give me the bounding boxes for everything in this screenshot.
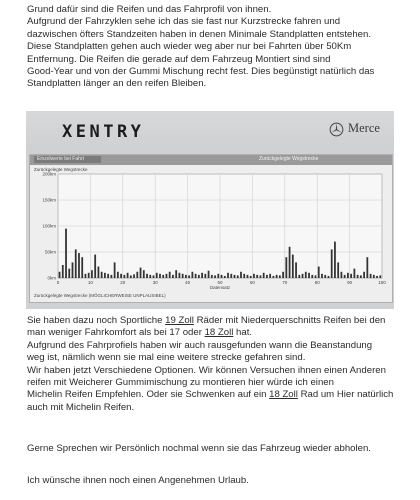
inline-link[interactable]: 18 Zoll (269, 389, 298, 401)
bar (98, 267, 100, 278)
text-line: Aufgrund des Fahrprofiels haben wir auch rausgefunden wann die Beanstandung (27, 339, 373, 351)
bar (366, 257, 368, 278)
bar (353, 269, 355, 278)
bar (211, 275, 213, 278)
text-fragment: man weniger Fahrkomfort als bei 17 oder (27, 327, 205, 339)
text-line: Grund dafür sind die Reifen und das Fahrprofil von ihnen. (27, 4, 272, 15)
bar (198, 275, 200, 278)
inline-link[interactable]: 18 Zoll (204, 327, 234, 339)
bar (379, 275, 381, 278)
bar (81, 257, 83, 278)
bar (256, 275, 258, 278)
bar (214, 275, 216, 278)
plot-title: Zurückgelegte Wegstrecke (34, 167, 88, 172)
x-tick-label: 80 (314, 280, 320, 285)
y-tick-label: 0km (47, 275, 56, 281)
x-tick-label: 10 (87, 280, 93, 285)
text-line: Wir haben jetzt Verschiedene Optionen. Wir können Versuchen ihnen einen Anderen (27, 364, 386, 376)
paragraph-options (27, 315, 415, 414)
bar (166, 274, 168, 278)
x-tick-label: 20 (120, 280, 126, 285)
bar (227, 273, 229, 278)
text-line: auch mit Michelin Reifen. (27, 401, 135, 413)
text-line: reifen mit Weicherer Gummimischung zu montieren hier würde ich einen (27, 377, 334, 389)
y-tick-label: 50km (44, 249, 56, 255)
bar (237, 275, 239, 278)
text-line (27, 389, 415, 401)
bar (110, 275, 112, 278)
bar (153, 275, 155, 278)
bar (221, 275, 223, 278)
bar (188, 275, 190, 278)
diagnostic-photo (26, 111, 394, 309)
bar (230, 274, 232, 278)
chart-footer-label: Zurückgelegte Wegstrecke (MÖGLICHERWEISE UNPLAUSIBEL) (34, 293, 166, 298)
bar (350, 274, 352, 278)
x-tick-label: 60 (249, 280, 255, 285)
bar (318, 267, 320, 278)
bar (159, 274, 161, 278)
bar (276, 275, 278, 278)
bar (373, 275, 375, 278)
chart-panel (29, 154, 393, 303)
text-line (27, 315, 415, 327)
mercedes-brand-text: Merce (348, 121, 380, 135)
bar (260, 275, 262, 278)
bar (266, 275, 268, 278)
bar (376, 276, 378, 278)
panel-tab-right: Zurückgelegte Wegstrecke (259, 156, 319, 162)
bar (250, 276, 252, 278)
bar (305, 272, 307, 278)
bar (117, 272, 119, 278)
bar (169, 272, 171, 278)
bar (104, 273, 106, 278)
bar (140, 268, 142, 278)
text-fragment: Räder mit Niederquerschnitts Reifen bei den (193, 315, 386, 326)
bar (253, 274, 255, 278)
text-line (27, 327, 415, 339)
bar (78, 253, 80, 278)
paragraph-closing: Ich wünsche ihnen noch einen Angenehmen Urlaub. (27, 475, 249, 486)
mercedes-star-icon (329, 122, 344, 137)
bar (88, 273, 90, 278)
bar (360, 275, 362, 278)
paragraph-pickup: Gerne Sprechen wir Persönlich nochmal wenn sie das Fahrzeug wieder abholen. (27, 443, 371, 454)
bar (247, 275, 249, 278)
distance-bar-chart (30, 155, 392, 302)
bar (328, 276, 330, 278)
text-line: Entfernung. Die Reifen die gerade auf dem Fahrzeug Montiert sind sind (27, 53, 331, 65)
text-fragment: hat. (233, 327, 253, 339)
text-line: Standplatten länger an den reifen Bleiben. (27, 78, 207, 90)
paragraph-explanation (27, 4, 415, 91)
bar (269, 274, 271, 278)
x-tick-label: 0 (56, 280, 60, 285)
bar (272, 276, 274, 278)
bar (357, 275, 359, 278)
x-tick-label: 100 (378, 280, 386, 285)
bar (204, 274, 206, 278)
y-tick-label: 200km (42, 171, 56, 177)
bar (315, 275, 317, 278)
bar (156, 273, 158, 278)
panel-tab-left: Einzelwerte bei Fahrt (34, 156, 101, 163)
bar (62, 265, 64, 278)
bar (243, 274, 245, 278)
bar (201, 273, 203, 278)
bar (321, 274, 323, 278)
inline-link[interactable]: 19 Zoll (165, 315, 194, 326)
bar (172, 275, 174, 278)
bar (324, 275, 326, 278)
text-line: Good-Year und von der Gummi Mischung recht fest. Dies begünstigt natürlich das (27, 66, 375, 78)
bar (68, 269, 70, 278)
bar (149, 275, 151, 278)
bar (59, 272, 61, 278)
bar (347, 273, 349, 278)
bar (143, 270, 145, 278)
bar (182, 274, 184, 278)
text-fragment: Rad um Hier natürlich (297, 389, 394, 401)
bar (123, 275, 125, 278)
bar (234, 275, 236, 278)
y-tick-label: 150km (42, 197, 56, 203)
bar (130, 275, 132, 278)
bar (331, 249, 333, 278)
x-tick-label: 70 (282, 280, 288, 285)
bar (285, 257, 287, 278)
bar (295, 262, 297, 278)
text-line: Aufgrund der Fahrzyklen sehe ich das sie fast nur Kurzstrecke fahren und (27, 16, 341, 28)
bar (208, 271, 210, 278)
bar (370, 274, 372, 278)
x-tick-label: 40 (185, 280, 191, 285)
bar (289, 247, 291, 278)
y-tick-label: 100km (42, 223, 56, 229)
bar (72, 262, 74, 278)
bar (298, 275, 300, 278)
bar (302, 274, 304, 278)
bar (179, 273, 181, 278)
bar (191, 272, 193, 278)
bar (217, 274, 219, 278)
text-line: Diese Standplatten gehen auch wieder weg aber nur bei Fahrten über 50Km (27, 41, 352, 53)
bar (341, 272, 343, 278)
bar (146, 274, 148, 278)
bar (224, 276, 226, 278)
text-line: dazwischen öfters Standzeiten haben in denen Minimale Standplatten entstehen. (27, 28, 372, 40)
bar (195, 274, 197, 278)
bar (344, 275, 346, 278)
bar (136, 272, 138, 278)
bar (85, 274, 87, 278)
bar (101, 272, 103, 278)
bar (282, 272, 284, 278)
bar (107, 274, 109, 278)
bar (337, 262, 339, 278)
bar (133, 274, 135, 278)
bar (279, 275, 281, 278)
bar (127, 273, 129, 278)
bar (240, 272, 242, 278)
bar (120, 274, 122, 278)
x-axis-label: Datensatz (209, 285, 231, 290)
bar (175, 270, 177, 278)
bar (185, 275, 187, 278)
bar (91, 270, 93, 278)
bar (311, 275, 313, 278)
bar (263, 273, 265, 278)
x-tick-label: 90 (347, 280, 353, 285)
text-fragment: Sie haben dazu noch Sportliche (27, 315, 166, 326)
text-fragment: Michelin Reifen Empfehlen. Oder sie Schwenken auf ein (27, 389, 270, 401)
bar (162, 275, 164, 278)
bar (94, 255, 96, 278)
bar (114, 262, 116, 278)
bar (363, 272, 365, 278)
bar (65, 229, 67, 278)
x-tick-label: 50 (217, 280, 223, 285)
bar (75, 249, 77, 278)
bar (308, 273, 310, 278)
bar (334, 242, 336, 278)
xentry-logo: XENTRY (62, 122, 145, 142)
bar (292, 255, 294, 278)
x-tick-label: 30 (152, 280, 158, 285)
text-line: weg ist, nämlich wenn sie mal eine weitere strecke gefahren sind. (27, 352, 306, 364)
